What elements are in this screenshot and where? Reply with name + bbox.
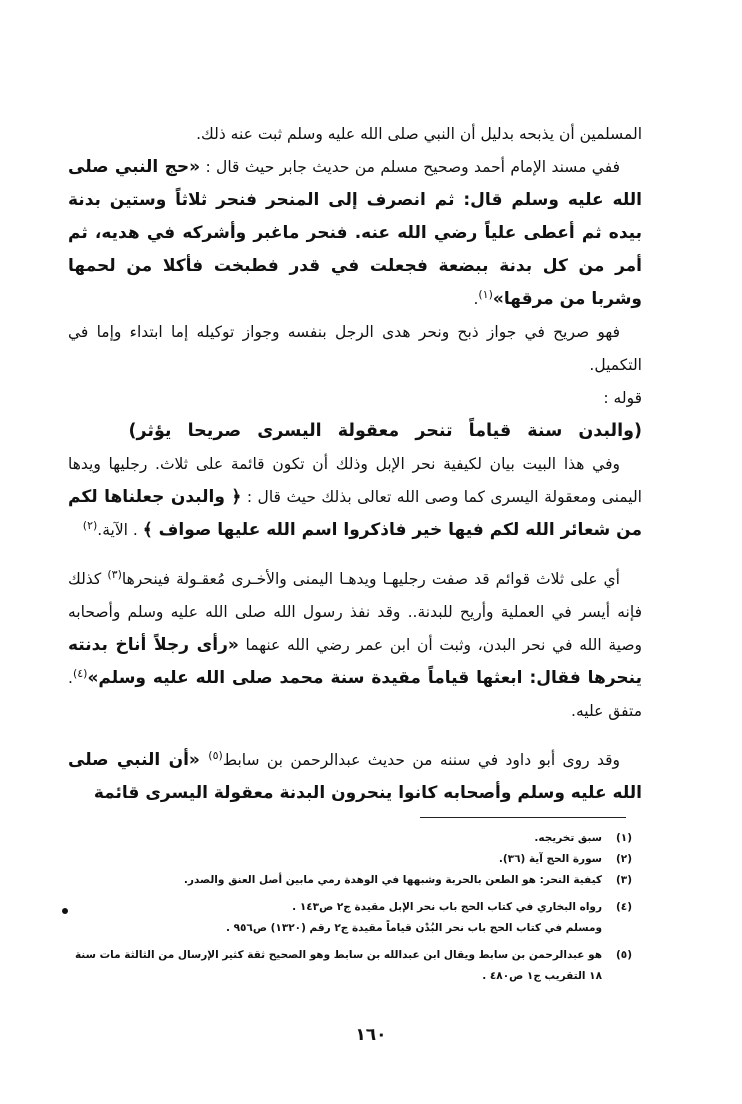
paragraph-4: [68, 448, 642, 547]
footnote-number: (٥): [615, 949, 632, 961]
footnote-ref-3: (٣): [107, 567, 122, 581]
paragraph-text-a: وقد روى أبو داود في سننه من حديث عبدالرحمن بن سابط: [222, 751, 620, 769]
hadith-quote: «رأى رجلاً أناخ بدنته ينحرها فقال: ابعثها قياماً مقيدة سنة محمد صلى الله عليه وسلم»: [68, 635, 642, 688]
paragraph-end: . متفق عليه.: [68, 669, 642, 720]
footnote-1: [60, 828, 632, 849]
footnote-text: كيفية النحر: هو الطعن بالحربة وشبهها في الوهدة رمي مابين أصل العنق والصدر.: [183, 874, 602, 886]
paragraph-3: [68, 316, 642, 382]
qawluh-label: [68, 382, 642, 415]
page-number: ١٦٠: [355, 1025, 387, 1045]
footnote-number: (٢): [615, 853, 632, 865]
footnote-ref-2: (٢): [82, 518, 98, 532]
paragraph-text: فهو صريح في جواز ذبح ونحر هدى الرجل بنفسه وجواز توكيله إما ابتداء وإما في التكميل.: [68, 323, 642, 374]
margin-dot: [62, 908, 68, 914]
paragraph-text: المسلمين أن يذبحه بدليل أن النبي صلى الله عليه وسلم ثبت عنه ذلك.: [196, 125, 642, 143]
footnote-number: (١): [615, 832, 632, 844]
paragraph-end: . الآية.: [97, 521, 143, 539]
paragraph-text-b: كذلك فإنه أيسر في العملية وأريح للبدنة.. وقد نفذ رسول الله صلى الله عليه وسلم وأصحابه وصية الله في نحر البدن، وثبت أن ابن عمر رضي الله عنهما: [68, 570, 642, 654]
hadith-quote: «حج النبي صلى الله عليه وسلم قال: ثم انصرف إلى المنحر فنحر ثلاثاً وستين بدنة بيده ثم أعطى علياً رضي الله عنه. فنحر ماغبر وأشركه في هديه، ثم أمر من كل بدنة ببضعة فجعلت في قدر فطبخت فأكلا من لحمها وشربا من مرقها»: [68, 157, 642, 309]
paragraph-1: [68, 118, 642, 151]
footnotes: [60, 828, 632, 987]
footnote-text: سورة الحج آية (٣٦).: [498, 853, 602, 865]
qawluh-text: قوله :: [603, 389, 642, 407]
paragraph-intro: وفي هذا البيت بيان لكيفية نحر الإبل وذلك أن تكون قائمة على ثلاث. رجليها ويدها اليمنى ومعقولة اليسرى كما وصى الله تعالى بذلك حيث قال :: [68, 455, 642, 506]
footnote-line-2: ومسلم في كتاب الحج باب نحر البُدْن قياماً مقيدة ج٢ رقم (١٣٢٠) ص٩٥٦ .: [225, 922, 602, 934]
paragraph-6: [68, 744, 642, 810]
paragraph-end: .: [473, 290, 479, 308]
quran-ayah: ﴿ والبدن جعلناها لكم من شعائر الله لكم فيها خير فاذكروا اسم الله عليها صواف ﴾: [68, 487, 642, 540]
footnote-line-1: رواه البخاري في كتاب الحج باب نحر الإبل مقيدة ج٢ ص١٤٣ .: [292, 901, 602, 913]
spacer: [68, 728, 642, 744]
footnote-ref-5: (٥): [208, 748, 223, 762]
footnote-3: [60, 870, 632, 891]
footnote-number: (٣): [615, 874, 632, 886]
footnote-ref-4: (٤): [72, 666, 88, 680]
paragraph-intro: ففي مسند الإمام أحمد وصحيح مسلم من حديث جابر حيث قال :: [200, 158, 620, 176]
footnote-text: سبق تخريجه.: [534, 832, 602, 844]
paragraph-2: [68, 151, 642, 316]
main-text: [68, 118, 642, 810]
hadith-quote: «أن النبي صلى الله عليه وسلم وأصحابه كانوا ينحرون البدنة معقولة اليسرى قائمة: [68, 750, 642, 803]
footnote-2: [60, 849, 632, 870]
footnote-number: (٤): [615, 901, 632, 913]
spacer: [68, 547, 642, 563]
footnote-text: هو عبدالرحمن بن سابط ويقال ابن عبدالله بن سابط وهو الصحيح ثقة كثير الإرسال من الثالثة مات سنة ١٨ التقريب ج١ ص٤٨٠ .: [74, 949, 602, 982]
poem-verse: [68, 415, 642, 448]
footnote-5: [60, 945, 632, 987]
footnote-4: [60, 897, 632, 939]
verse-text: (والبدن سنة قياماً تنحر معقولة اليسرى صريحا يؤثر): [128, 421, 642, 441]
footnote-text: [60, 897, 602, 939]
footnote-divider: [420, 817, 626, 818]
paragraph-5: [68, 563, 642, 728]
footnote-ref-1: (١): [478, 287, 493, 301]
paragraph-text-a: أي على ثلاث قوائم قد صفت رجليهـا ويدهـا اليمنى والأخـرى مُعقـولة فينحرها: [121, 570, 620, 588]
